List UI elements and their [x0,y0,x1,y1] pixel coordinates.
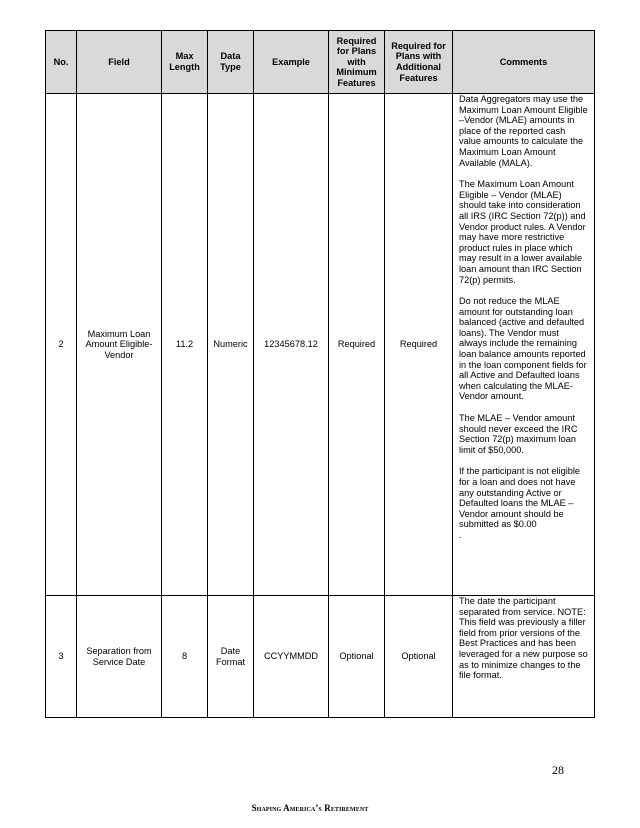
comment-paragraph: The MLAE – Vendor amount should never exceed the IRC Section 72(p) maximum loan limit of $50,000. [459,413,578,455]
cell-example: CCYYMMDD [254,596,329,718]
header-data-type: Data Type [208,31,254,94]
comment-paragraph: If the participant is not eligible for a loan and does not have any outstanding Active or Defaulted loans the MLAE – Vendor amount should be submitted as $0.00 . [459,466,581,540]
cell-data-type: Numeric [208,94,254,596]
header-no: No. [46,31,77,94]
table-header [46,31,595,94]
table-row [46,94,595,596]
header-field: Field [77,31,162,94]
cell-required-minimum: Required [329,94,385,596]
cell-max-length: 11.2 [162,94,208,596]
page-footer: Shaping America’s Retirement [251,803,369,813]
cell-comments [453,596,595,718]
header-required-minimum: Required for Plans with Minimum Features [329,31,385,94]
header-max-length: Max Length [162,31,208,94]
header-comments: Comments [453,31,595,94]
page-number: 28 [552,763,564,777]
cell-no: 2 [46,94,77,596]
header-example: Example [254,31,329,94]
cell-field [77,596,162,718]
cell-required-minimum: Optional [329,596,385,718]
header-required-additional: Required for Plans with Additional Features [385,31,453,94]
comment-paragraph: Data Aggregators may use the Maximum Loan Amount Eligible –Vendor (MLAE) amounts in place of the reported cash value amounts to calculate the Maximum Loan Amount Available (MALA). [459,94,588,168]
data-type-value: Date Format [215,645,246,667]
cell-field [77,94,162,596]
specification-table [45,30,595,718]
cell-comments [453,94,595,596]
cell-required-additional: Optional [385,596,453,718]
cell-required-additional: Required [385,94,453,596]
table-row [46,596,595,718]
comment-paragraph: Do not reduce the MLAE amount for outstanding loan balanced (active and defaulted loans). The Vendor must always include the remaining loan balance amounts reported in the loan component fields for all Active and Defaulted loans when calculating the MLAE-Vendor amount. [459,296,587,402]
field-name: Separation from Service Date [86,645,152,667]
comment-paragraph: The Maximum Loan Amount Eligible – Vendor (MLAE) should take into consideration all IRS (IRC Section 72(p)) and Vendor product rules. A Vendor may have more restrictive product rules in place which may result in a lower available loan amount than IRC Section 72(p) permits. [459,179,586,285]
cell-max-length: 8 [162,596,208,718]
field-name: Maximum Loan Amount Eligible-Vendor [85,328,153,360]
comment-paragraph: The date the participant separated from service. NOTE: This field was previously a filler field from prior versions of the Best Practices and has been leveraged for a new purpose so as to minimize changes to the file format. [459,596,588,681]
cell-example: 12345678.12 [254,94,329,596]
cell-data-type [208,596,254,718]
cell-no: 3 [46,596,77,718]
